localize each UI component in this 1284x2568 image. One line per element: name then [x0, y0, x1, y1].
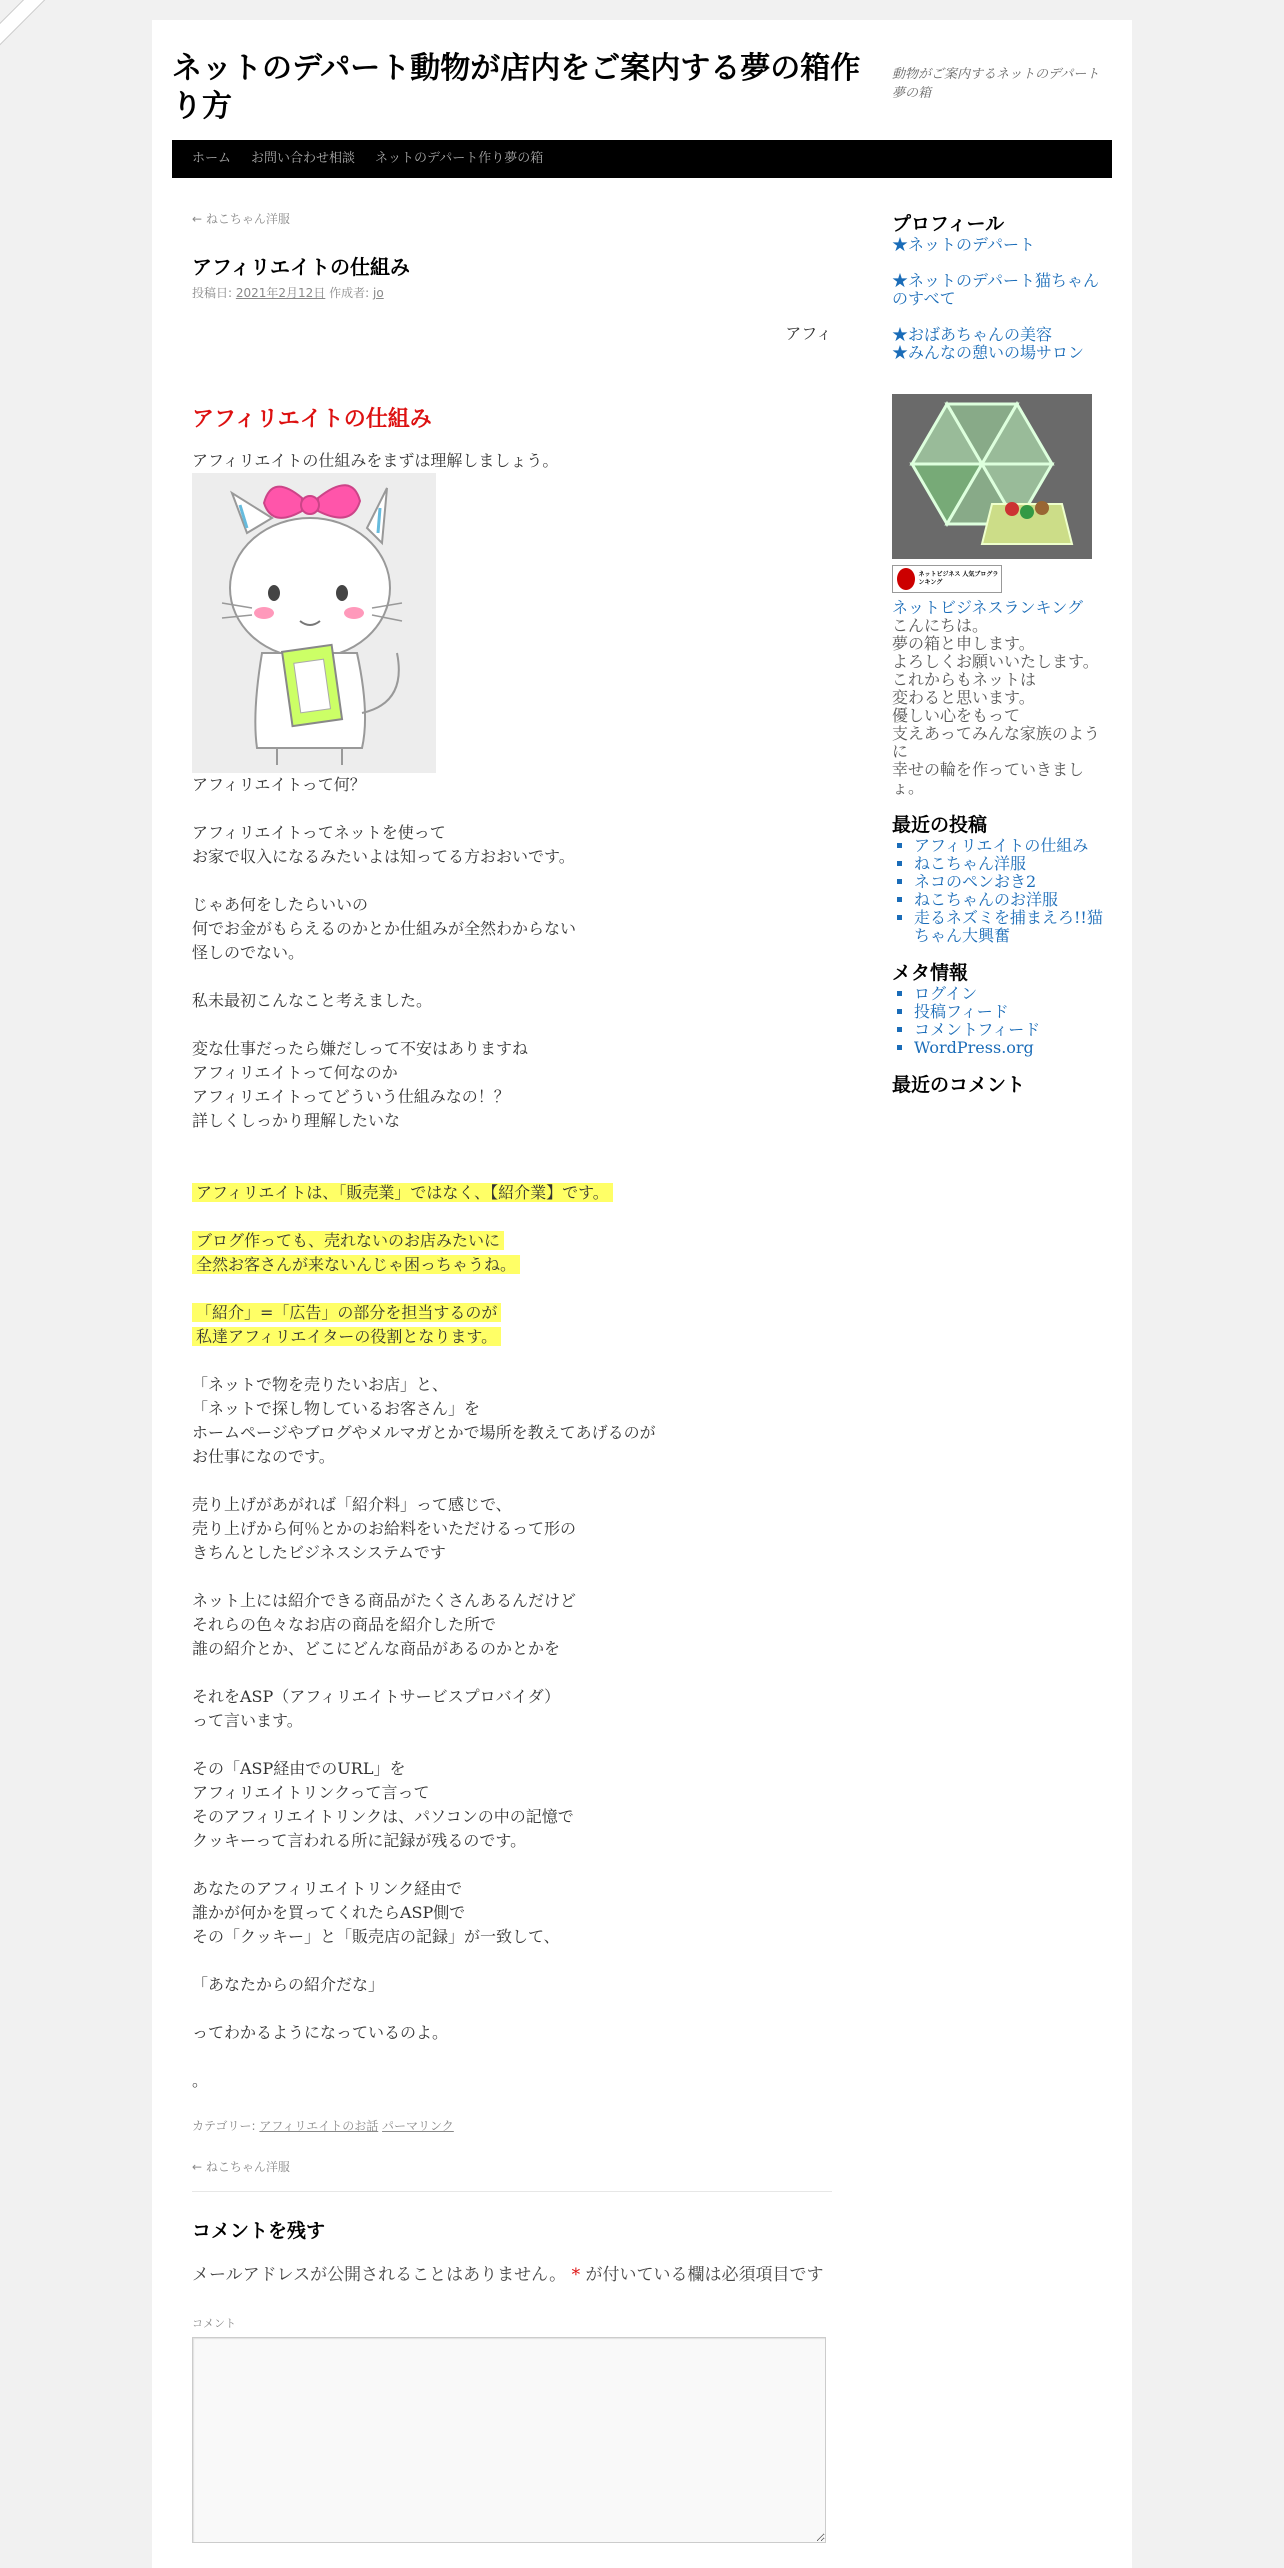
- intro-text: アフィリエイトの仕組みをまずは理解しましょう。: [192, 451, 559, 470]
- paragraphs-line: じゃあ何をしたらいいの: [192, 895, 369, 914]
- paragraphs2-line: クッキーって言われる所に記録が残るのです。: [192, 1831, 527, 1850]
- paragraphs2-line: 「ネットで探し物しているお客さん」を: [192, 1399, 481, 1418]
- main-content: [192, 210, 832, 2543]
- right-snippet: アフィ: [785, 324, 832, 343]
- prev-post-link-top[interactable]: ← ねこちゃん洋服: [192, 212, 290, 226]
- paragraphs-line: 変な仕事だったら嫌だしって不安はありますね: [192, 1039, 529, 1058]
- gift-box-photo[interactable]: [892, 394, 1092, 559]
- recent-posts-title: 最近の投稿: [892, 814, 988, 836]
- meta-link[interactable]: ▪ 投稿フィード: [914, 1003, 1112, 1021]
- sidebar-intro-line: 幸せの輪を作っていきましょ。: [892, 760, 1085, 797]
- sidebar-intro-line: よろしくお願いいたします。: [892, 652, 1099, 671]
- recent-post-link[interactable]: ▪ ねこちゃん洋服: [914, 855, 1112, 873]
- sidebar-intro-line: 優しい心をもって: [892, 706, 1021, 725]
- highlight-group: [192, 1181, 832, 1349]
- comment-textarea[interactable]: [192, 2337, 826, 2543]
- sidebar-intro-line: 夢の箱と申します。: [892, 634, 1035, 653]
- paragraphs2-line: 誰かが何かを買ってくれたらASP側で: [192, 1903, 466, 1922]
- highlight-line: 「紹介」=「広告」の部分を担当するのが: [192, 1301, 832, 1325]
- ranking-logo-icon: [897, 568, 915, 590]
- recent-post-link[interactable]: ▪ ネコのペンおき2: [914, 873, 1112, 891]
- recent-posts-list: [892, 837, 1112, 945]
- paragraphs2-line: 売り上げから何％とかのお給料をいただけるって形の: [192, 1519, 577, 1538]
- meta-link[interactable]: ▪ WordPress.org: [914, 1039, 1112, 1057]
- paragraphs-line: アフィリエイトってどういう仕組みなの！？: [192, 1087, 510, 1106]
- profile-link-salon[interactable]: ★みんなの憩いの場サロン: [892, 343, 1085, 362]
- paragraphs-line: お家で収入になるみたいよは知ってる方おおいです。: [192, 847, 575, 866]
- paragraph-group-1: [192, 773, 832, 1133]
- permalink-link[interactable]: パーマリンク: [382, 2119, 454, 2133]
- paragraphs2-line: その「クッキー」と「販売店の記録」が一致して、: [192, 1927, 560, 1946]
- author-link[interactable]: jo: [373, 286, 384, 300]
- highlight-line: アフィリエイトは、「販売業」ではなく、【紹介業】です。: [192, 1181, 832, 1205]
- profile-widget-title: プロフィール: [892, 213, 1005, 235]
- post-date-link[interactable]: 2021年2月12日: [235, 286, 326, 300]
- recent-comments-title: 最近のコメント: [892, 1074, 1026, 1096]
- nav-item-home[interactable]: ホーム: [192, 151, 232, 166]
- content-heading: アフィリエイトの仕組み: [192, 407, 432, 432]
- paragraphs2-line: ってわかるようになっているのよ。: [192, 2023, 449, 2042]
- paragraphs2-line: 。: [192, 2071, 209, 2090]
- paragraphs-line: 何でお金がもらえるのかとか仕組みが全然わからない: [192, 919, 577, 938]
- comment-form-title: コメントを残す: [192, 2220, 326, 2242]
- paragraphs2-line: ホームページやブログやメルマガとかで場所を教えてあげるのが: [192, 1423, 656, 1442]
- category-link[interactable]: アフィリエイトのお話: [259, 2119, 379, 2133]
- paragraphs-line: アフィリエイトってネットを使って: [192, 823, 446, 842]
- recent-post-link[interactable]: ▪ アフィリエイトの仕組み: [914, 837, 1112, 855]
- paragraphs2-line: 誰の紹介とか、どこにどんな商品があるのかとかを: [192, 1639, 561, 1658]
- paragraphs2-line: 売り上げがあがれば「紹介料」って感じで、: [192, 1495, 512, 1514]
- sidebar: [892, 212, 1112, 1097]
- paragraphs2-line: ネット上には紹介できる商品がたくさんあるんだけど: [192, 1591, 577, 1610]
- prev-post-link-bottom[interactable]: ← ねこちゃん洋服: [192, 2160, 290, 2174]
- paragraphs2-line: それらの色々なお店の商品を紹介した所で: [192, 1615, 497, 1634]
- post-title: アフィリエイトの仕組み: [192, 255, 410, 279]
- paragraphs2-line: 「ネットで物を売りたいお店」と、: [192, 1375, 449, 1394]
- page-wrapper: [152, 20, 1132, 2568]
- meta-links-list: [892, 985, 1112, 1057]
- site-description: 動物がご案内するネットのデパート夢の箱: [892, 67, 1100, 101]
- cat-drawing-image: [192, 473, 436, 773]
- paragraphs-line: アフィリエイトって何？: [192, 775, 366, 794]
- paragraphs2-line: その「ASP経由でのURL」を: [192, 1759, 406, 1778]
- meta-link[interactable]: ▪ コメントフィード: [914, 1021, 1112, 1039]
- profile-link-depart[interactable]: ★ネットのデパート: [892, 235, 1036, 254]
- main-navigation: [172, 140, 1112, 178]
- recent-post-link[interactable]: ▪ ねこちゃんのお洋服: [914, 891, 1112, 909]
- meta-link[interactable]: ▪ ログイン: [914, 985, 1112, 1003]
- sidebar-intro-text: [892, 617, 1112, 797]
- paragraphs-line: アフィリエイトって何なのか: [192, 1063, 398, 1082]
- paragraphs2-line: お仕事になのです。: [192, 1447, 335, 1466]
- paragraphs2-line: それをASP（アフィリエイトサービスプロバイダ）: [192, 1687, 561, 1706]
- nav-item-depart[interactable]: ネットのデパート作り夢の箱: [375, 151, 544, 166]
- meta-widget-title: メタ情報: [892, 962, 969, 984]
- sidebar-intro-line: 支えあってみんな家族のように: [892, 724, 1100, 761]
- ranking-banner[interactable]: [892, 565, 1002, 593]
- profile-link-cat[interactable]: ★ネットのデパート猫ちゃんのすべて: [892, 271, 1100, 308]
- paragraph-group-2: [192, 1373, 832, 2093]
- paragraphs2-line: そのアフィリエイトリンクは、パソコンの中の記憶で: [192, 1807, 574, 1826]
- paragraphs-line: 私未最初こんなこと考えました。: [192, 991, 433, 1010]
- required-mark: *: [571, 2265, 581, 2285]
- highlight-line: ブログ作っても、売れないのお店みたいに: [192, 1229, 832, 1253]
- paragraphs2-line: あなたのアフィリエイトリンク経由で: [192, 1879, 463, 1898]
- meta-author-label: 作成者:: [329, 286, 370, 300]
- corner-ribbon: [0, 0, 54, 56]
- highlight-line: 全然お客さんが来ないんじゃ困っちゃうね。: [192, 1253, 832, 1277]
- highlight-line: 私達アフィリエイターの役割となります。: [192, 1325, 832, 1349]
- comment-notes-text: メールアドレスが公開されることはありません。: [192, 2265, 567, 2285]
- sidebar-intro-line: こんにちは。: [892, 616, 989, 635]
- comment-notes-suffix: が付いている欄は必須項目です: [585, 2265, 824, 2285]
- post-footer-meta: [192, 2117, 832, 2134]
- paragraphs2-line: きちんとしたビジネスシステムです: [192, 1543, 446, 1562]
- post-meta: [192, 284, 832, 301]
- recent-post-link[interactable]: ▪ 走るネズミを捕まえろ!!猫ちゃん大興奮: [914, 909, 1112, 945]
- entry-content: [192, 449, 832, 2093]
- paragraphs2-line: アフィリエイトリンクって言って: [192, 1783, 430, 1802]
- divider: [192, 2191, 832, 2192]
- ranking-banner-text: ネットビジネス 人気ブログランキング: [918, 571, 999, 586]
- paragraphs2-line: 「あなたからの紹介だな」: [192, 1975, 385, 1994]
- meta-posted-label: 投稿日:: [192, 286, 233, 300]
- sidebar-intro-line: これからもネットは: [892, 670, 1037, 689]
- comment-label: コメント: [192, 2317, 236, 2330]
- ranking-link[interactable]: ネットビジネスランキング: [892, 598, 1084, 617]
- site-title[interactable]: ネットのデパート動物が店内をご案内する夢の箱作り方: [172, 51, 861, 124]
- profile-link-beauty[interactable]: ★おばあちゃんの美容: [892, 325, 1053, 344]
- paragraphs2-line: って言います。: [192, 1711, 303, 1730]
- paragraphs-line: 詳しくしっかり理解したいな: [192, 1111, 401, 1130]
- nav-item-contact[interactable]: お問い合わせ相談: [251, 151, 356, 166]
- paragraphs-line: 怪しのでない。: [192, 943, 305, 962]
- sidebar-intro-line: 変わると思います。: [892, 688, 1035, 707]
- comment-notes: [192, 2263, 832, 2287]
- category-label: カテゴリー:: [192, 2119, 256, 2133]
